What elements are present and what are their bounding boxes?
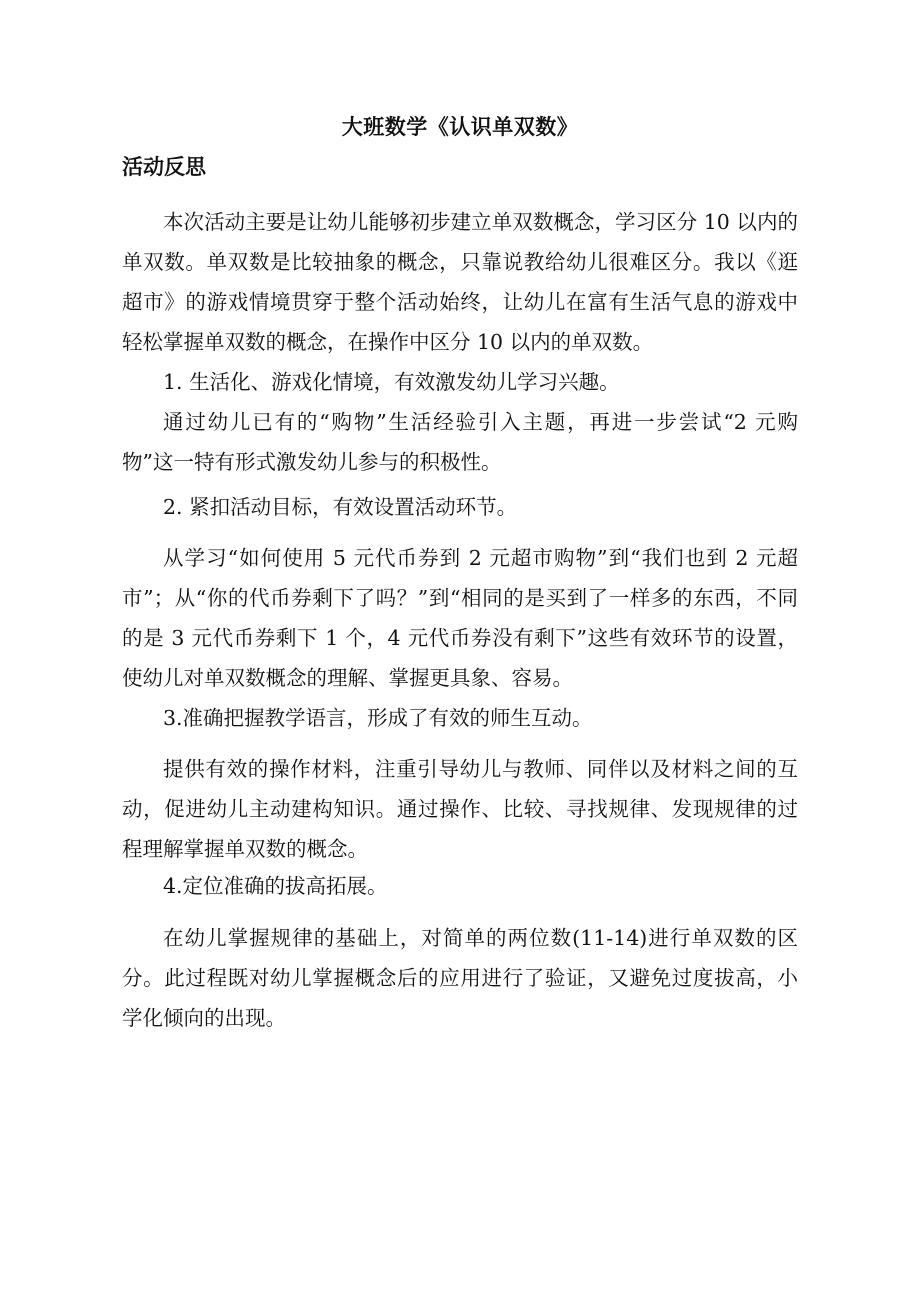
paragraph-intro: 本次活动主要是让幼儿能够初步建立单双数概念，学习区分 10 以内的单双数。单双数是比较抽象的概念，只靠说教给幼儿很难区分。我以《逛超市》的游戏情境贯穿于整个活动始终，让幼儿在富有生活气息的游戏中轻松掌握单双数的概念，在操作中区分 10 以内的单双数。 [122, 210, 798, 354]
paragraph-point-4: 在幼儿掌握规律的基础上，对简单的两位数(11-14)进行单双数的区分。此过程既对幼儿掌握概念后的应用进行了验证，又避免过度拔高，小学化倾向的出现。 [122, 926, 798, 1030]
point-1-heading: 1. 生活化、游戏化情境，有效激发幼儿学习兴趣。 [163, 370, 620, 394]
document-title: 大班数学《认识单双数》 [341, 115, 579, 139]
point-2-heading: 2. 紧扣活动目标，有效设置活动环节。 [163, 495, 518, 519]
paragraph-point-1: 通过幼儿已有的“购物”生活经验引入主题，再进一步尝试“2 元购物”这一特有形式激发幼儿参与的积极性。 [122, 410, 798, 474]
point-3-heading: 3.准确把握教学语言，形成了有效的师生互动。 [163, 706, 593, 730]
paragraph-point-2: 从学习“如何使用 5 元代币券到 2 元超市购物”到“我们也到 2 元超市”；从“你的代币券剩下了吗？”到“相同的是买到了一样多的东西，不同的是 3 元代币券剩下 1 个，4 元代币券没有剩下”这些有效环节的设置，使幼儿对单双数概念的理解、掌握更具象、容易。 [122, 546, 798, 690]
section-heading: 活动反思 [122, 155, 206, 179]
paragraph-point-3: 提供有效的操作材料，注重引导幼儿与教师、同伴以及材料之间的互动，促进幼儿主动建构知识。通过操作、比较、寻找规律、发现规律的过程理解掌握单双数的概念。 [122, 757, 798, 861]
point-4-heading: 4.定位准确的拔高拓展。 [163, 874, 388, 898]
